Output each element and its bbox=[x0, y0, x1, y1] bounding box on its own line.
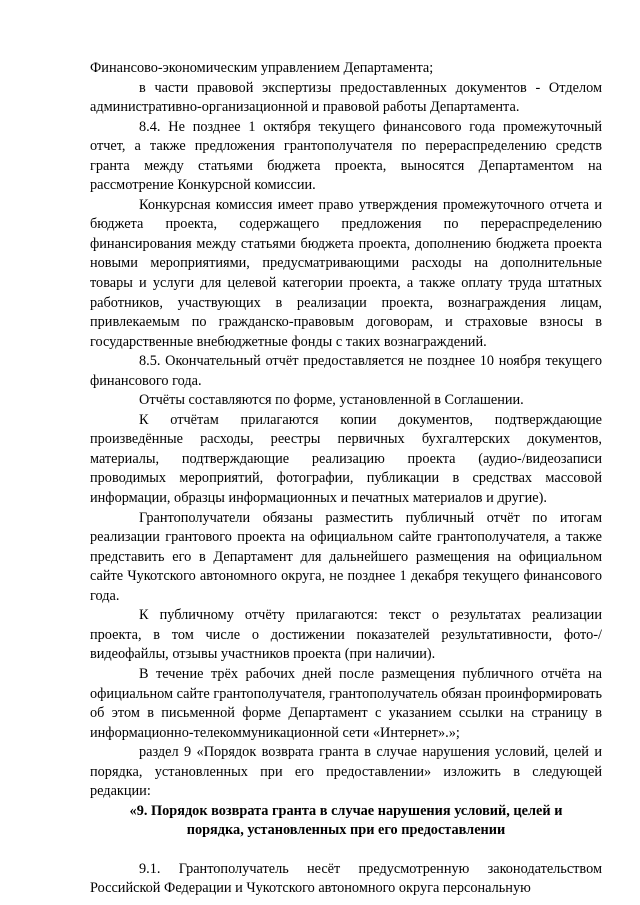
section-heading-line-2: порядка, установленных при его предоставлении bbox=[186, 822, 506, 839]
paragraph-9: К публичному отчёту прилагаются: текст о результатах реализации проекта, в том числе о достижении показателей результативности, фото-/видеофайлы, отзывы участников проекта (при наличии). bbox=[90, 607, 602, 663]
paragraph-4: Конкурсная комиссия имеет право утверждения промежуточного отчета и бюджета проекта, содержащего предложения по перераспределению финансирования между статьями бюджета проекта, дополнению бюджета проекта новыми мероприятиями, предусматривающими расходы на дополнительные товары и услуги для целевой категории проекта, а также оплату труда штатных работников, участвующих в реализации проекта, вознаграждения лицам, привлекаемым по гражданско-правовым договорам, и страховые взносы в государственные внебюджетные фонды с таких вознаграждений. bbox=[90, 196, 602, 350]
heading-spacer bbox=[90, 841, 602, 860]
paragraph-final: 9.1. Грантополучатель несёт предусмотренную законодательством Российской Федерации и Чукотского автономного округа персональную bbox=[90, 860, 602, 897]
paragraph-7: К отчётам прилагаются копии документов, подтверждающие произведённые расходы, реестры первичных бухгалтерских документов, материалы, подтверждающие реализацию проекта (аудио-/видеозаписи проводимых мероприятий, фотографии, публикации в средствах массовой информации, образцы информационных и печатных материалов и другие). bbox=[90, 411, 602, 507]
paragraph-3: 8.4. Не позднее 1 октября текущего финансового года промежуточный отчет, а также предложения грантополучателя по перераспределению средств гранта между статьями бюджета проекта, выносятся Департаментом на рассмотрение Конкурсной комиссии. bbox=[90, 118, 602, 194]
paragraph-8: Грантополучатели обязаны разместить публичный отчёт по итогам реализации грантового проекта на официальном сайте грантополучателя, а также представить его в Департамент для дальнейшего размещения на официальном сайте Чукотского автономного округа, не позднее 1 декабря текущего финансового года. bbox=[90, 509, 602, 604]
paragraph-10: В течение трёх рабочих дней после размещения публичного отчёта на официальном сайте грантополучателя, грантополучатель обязан проинформировать об этом в письменной форме Департамент с указанием ссылки на страницу в информационно-телекоммуникационной сети «Интернет».»; bbox=[90, 665, 602, 741]
paragraph-5: 8.5. Окончательный отчёт предоставляется не позднее 10 ноября текущего финансового года. bbox=[90, 353, 602, 389]
paragraph-1: Финансово-экономическим управлением Департамента; bbox=[90, 60, 434, 76]
paragraph-11: раздел 9 «Порядок возврата гранта в случае нарушения условий, целей и порядка, установленных при его предоставлении» изложить в следующей редакции: bbox=[90, 744, 602, 800]
section-heading-line-1: «9. Порядок возврата гранта в случае нарушения условий, целей и bbox=[129, 802, 563, 819]
paragraph-2: в части правовой экспертизы предоставленных документов - Отделом административно-организационной и правовой работы Департамента. bbox=[90, 79, 602, 116]
document-page bbox=[90, 59, 602, 899]
paragraph-6: Отчёты составляются по форме, установленной в Соглашении. bbox=[139, 392, 524, 409]
